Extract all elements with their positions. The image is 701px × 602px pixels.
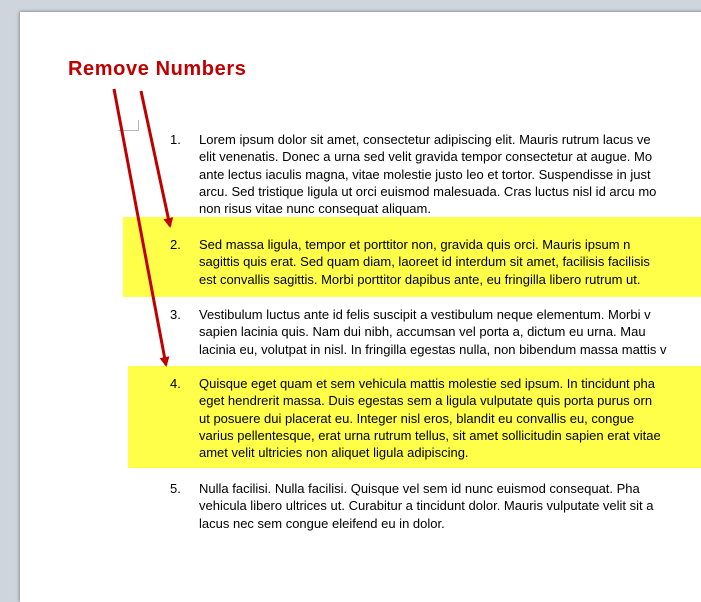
list-number: 3. — [170, 307, 181, 322]
list-number: 5. — [170, 481, 181, 496]
list-number: 4. — [170, 376, 181, 391]
list-text-line: ut posuere dui placerat eu. Integer nisl eros, blandit eu convallis eu, congue — [199, 410, 635, 426]
list-text-line: est convallis sagittis. Morbi porttitor dapibus ante, eu fringilla libero rutrum ut. — [199, 271, 641, 287]
list-text-line: elit venenatis. Donec a urna sed velit gravida tempor consectetur at augue. Mo — [199, 149, 653, 165]
list-text-line: amet velit ultricies non aliquet ligula adipiscing. — [199, 445, 469, 461]
list-text-line: sapien lacinia quis. Nam dui nibh, accumsan vel porta a, dictum eu urna. Mau — [199, 324, 646, 340]
list-text-line: ante lectus iaculis magna, vitae molestie justo leo et tortor. Suspendisse in just — [199, 166, 651, 182]
list-item[interactable] — [0, 375, 701, 465]
list-text-line: Quisque eget quam et sem vehicula mattis molestie sed ipsum. In tincidunt pha — [199, 376, 655, 391]
list-number: 2. — [170, 237, 181, 252]
list-text-line: Lorem ipsum dolor sit amet, consectetur adipiscing elit. Mauris rutrum lacus ve — [199, 132, 651, 147]
list-text-line: lacus nec sem congue eleifend eu in dolor. — [199, 515, 445, 531]
list-text-line: lacinia eu, volutpat in nisl. In fringilla egestas nulla, non bibendum massa mattis v — [199, 341, 667, 357]
list-text-line: Sed massa ligula, tempor et porttitor non, gravida quis orci. Mauris ipsum n — [199, 237, 631, 252]
list-number: 1. — [170, 132, 181, 147]
list-text-line: Vestibulum luctus ante id felis suscipit a vestibulum neque elementum. Morbi v — [199, 307, 651, 322]
list-text-line: eget hendrerit massa. Duis egestas sem a ligula vulputate quis porta purus orn — [199, 393, 653, 409]
list-text-line: non risus vitae nunc consequat aliquam. — [199, 201, 431, 217]
annotation-title: Remove Numbers — [68, 58, 247, 80]
text-boundary-mark — [118, 120, 139, 131]
list-text-line: arcu. Sed tristique ligula ut orci euismod malesuada. Cras luctus nisl id arcu mo — [199, 183, 657, 199]
list-item[interactable] — [0, 131, 701, 221]
list-text-line: Nulla facilisi. Nulla facilisi. Quisque vel sem id nunc euismod consequat. Pha — [199, 481, 640, 496]
list-text-line: sagittis quis erat. Sed quam diam, laoreet id interdum sit amet, facilisis facilisis — [199, 254, 650, 270]
list-text-line: varius pellentesque, erat urna rutrum tellus, sit amet sollicitudin sapien erat vitae — [199, 427, 661, 443]
list-item[interactable] — [0, 480, 701, 570]
list-text-line: vehicula libero ultrices ut. Curabitur a tincidunt dolor. Mauris vulputate velit sit a — [199, 498, 654, 514]
